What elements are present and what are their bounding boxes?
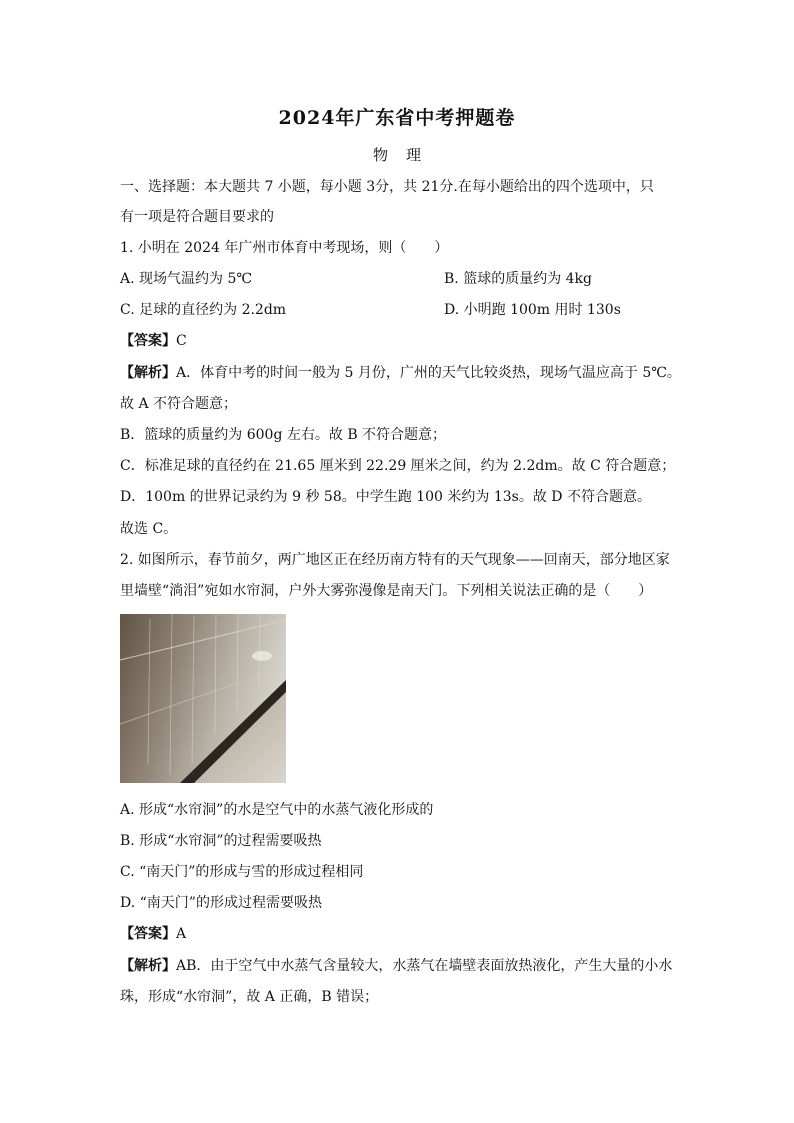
q2-option-d: D. “南天门”的形成过程需要吸热	[120, 895, 322, 911]
q1-answer-value: C	[176, 333, 187, 349]
q2-option-b: B. 形成“水帘洞”的过程需要吸热	[120, 833, 322, 849]
q1-option-d: D. 小明跑 100m 用时 130s	[444, 302, 621, 318]
q1-analysis-tag: 【解析】	[120, 365, 176, 381]
q2-answer-value: A	[176, 926, 187, 942]
q1-analysis-a2: 故 A 不符合题意；	[120, 396, 238, 412]
section-heading-line2: 有一项是符合题目要求的	[120, 209, 274, 225]
q2-option-a: A. 形成“水帘洞”的水是空气中的水蒸气液化形成的	[120, 802, 434, 818]
q2-option-c: C. “南天门”的形成与雪的形成过程相同	[120, 864, 364, 880]
q1-analysis-a	[120, 363, 681, 383]
section-heading-line1: 一、选择题：本大题共 7 小题，每小题 3分，共 21分.在每小题给出的四个选项中，只	[120, 179, 654, 195]
q2-stem-line1: 2. 如图所示，春节前夕，两广地区正在经历南方特有的天气现象——回南天，部分地区家	[120, 552, 670, 568]
q1-stem: 1. 小明在 2024 年广州市体育中考现场，则（ ）	[120, 240, 449, 256]
q2-stem-line2: 里墙壁“淌泪”宛如水帘洞，户外大雾弥漫像是南天门。下列相关说法正确的是（ ）	[120, 583, 653, 599]
q1-answer	[120, 331, 187, 351]
q1-option-a: A. 现场气温约为 5℃	[120, 271, 253, 287]
q1-option-b: B. 篮球的质量约为 4kg	[444, 271, 592, 287]
q1-analysis-d: D．100m 的世界记录约为 9 秒 58。中学生跑 100 米约为 13s。故 D 不符合题意。	[120, 489, 651, 505]
q1-conclusion: 故选 C。	[120, 521, 178, 537]
q2-analysis-line1	[120, 956, 672, 976]
subject-char-1: 物	[372, 146, 388, 164]
q2-answer-tag: 【答案】	[120, 926, 176, 942]
q1-analysis-a-text: A．体育中考的时间一般为 5 月份，广州的天气比较炎热，现场气温应高于 5℃。	[176, 365, 681, 381]
subject-char-2: 理	[406, 146, 422, 164]
q1-option-c: C. 足球的直径约为 2.2dm	[120, 302, 287, 318]
q1-analysis-b: B．篮球的质量约为 600g 左右。故 B 不符合题意；	[120, 427, 447, 443]
exam-title: 2024年广东省中考押题卷	[278, 107, 516, 129]
q2-analysis-line1-text: AB．由于空气中水蒸气含量较大，水蒸气在墙壁表面放热液化，产生大量的小水	[176, 958, 673, 974]
exam-subject	[0, 145, 794, 165]
q2-answer	[120, 924, 186, 944]
wall-moisture-photo	[120, 614, 286, 783]
q1-answer-tag: 【答案】	[120, 333, 176, 349]
q2-analysis-line2: 珠，形成“水帘洞”，故 A 正确，B 错误；	[120, 989, 379, 1005]
q1-analysis-c: C．标准足球的直径约在 21.65 厘米到 22.29 厘米之间，约为 2.2dm。故 C 符合题意；	[120, 458, 676, 474]
q2-analysis-tag: 【解析】	[120, 958, 176, 974]
